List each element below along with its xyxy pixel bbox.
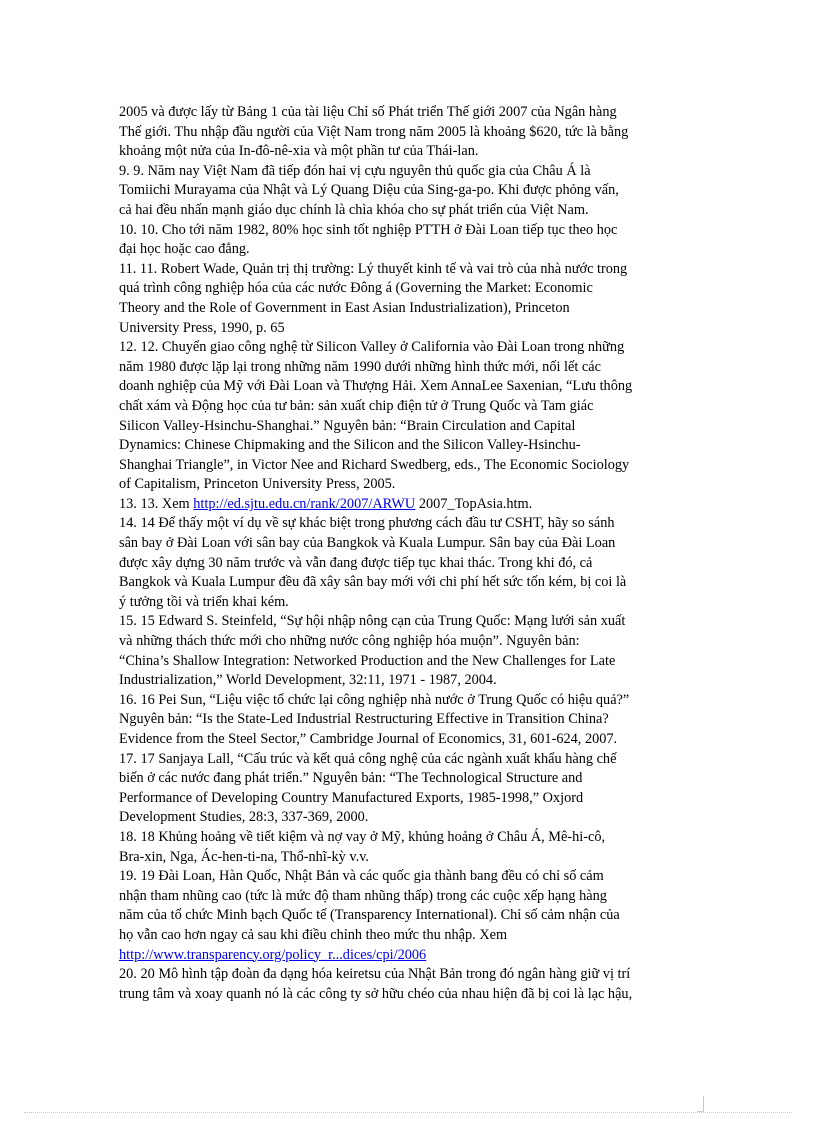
text-line: họ vẫn cao hơn ngay cả sau khi điều chỉnh theo mức thu nhập. Xem [119,926,508,943]
text-line: nhận tham nhũng cao (tức là mức độ tham nhũng thấp) trong các cuộc xếp hạng hàng [119,887,607,904]
text-line: Nguyên bản: “Is the State-Led Industrial Restructuring Effective in Transition China? [119,711,609,728]
page-bottom-rule [24,1112,792,1113]
text-line: Tomiichi Murayama của Nhật và Lý Quang Diệu của Sing-ga-po. Khi được phỏng vấn, [119,182,619,199]
text-line: doanh nghiệp của Mỹ với Đài Loan và Thượng Hải. Xem AnnaLee Saxenian, “Lưu thông [119,378,633,395]
text-line: đại học hoặc cao đẳng. [119,241,250,258]
text-line: of Capitalism, Princeton University Press, 2005. [119,476,396,493]
text-line: và những thách thức mới cho những nước công nghiệp hóa muộn”. Nguyên bản: [119,633,580,650]
text-line: Bra-xin, Nga, Ác-hen-ti-na, Thổ-nhĩ-kỳ v.v. [119,848,369,865]
text-line: quá trình công nghiệp hóa của các nước Đông á (Governing the Market: Economic [119,280,593,297]
text-line: được xây dựng 30 năm trước và vẫn đang được tiếp tục khai thác. Trong khi đó, cả [119,554,593,571]
text-line: biến ở các nước đang phát triển.” Nguyên bản: “The Technological Structure and [119,770,583,787]
footnote-12-line: 12. 12. Chuyển giao công nghệ từ Silicon Valley ở California vào Đài Loan trong những [119,339,625,356]
footnote-13-line [119,495,699,515]
text-line: năm của tổ chức Minh bạch Quốc tế (Transparency International). Chỉ số cảm nhận của [119,907,620,924]
text-line: cả hai đều nhấn mạnh giáo dục chính là chìa khóa cho sự phát triển của Việt Nam. [119,201,589,218]
text-line: University Press, 1990, p. 65 [119,319,285,336]
arwu-ranking-link[interactable]: http://ed.sjtu.edu.cn/rank/2007/ARWU [193,495,416,512]
text-line: sân bay ở Đài Loan với sân bay của Bangkok và Kuala Lumpur. Sân bay của Đài Loan [119,535,616,552]
text-line: Industrialization,” World Development, 32:11, 1971 - 1987, 2004. [119,672,497,689]
page-corner-mark [697,1096,711,1112]
footnote-9-line: 9. 9. Năm nay Việt Nam đã tiếp đón hai vị cựu nguyên thủ quốc gia của Châu Á là [119,162,591,179]
text-line: Shanghai Triangle”, in Victor Nee and Richard Swedberg, eds., The Economic Sociology [119,456,630,473]
text-line: Development Studies, 28:3, 337-369, 2000. [119,809,369,826]
footnote-11-line: 11. 11. Robert Wade, Quản trị thị trường: Lý thuyết kinh tế và vai trò của nhà nước trong [119,260,628,277]
footnote-17-line: 17. 17 Sanjaya Lall, “Cấu trúc và kết quả công nghệ của các ngành xuất khẩu hàng chế [119,750,617,767]
page-body [119,103,699,1004]
footnote-13-prefix: 13. 13. Xem [119,495,194,512]
footnote-13-suffix: 2007_TopAsia.htm. [415,495,533,512]
footnote-16-line: 16. 16 Pei Sun, “Liệu việc tổ chức lại công nghiệp nhà nước ở Trung Quốc có hiệu quả?” [119,691,630,708]
transparency-cpi-link[interactable]: http://www.transparency.org/policy_r...dices/cpi/2006 [119,946,427,963]
text-line: “China’s Shallow Integration: Networked Production and the New Challenges for Late [119,652,616,669]
text-line: Evidence from the Steel Sector,” Cambridge Journal of Economics, 31, 601-624, 2007. [119,731,618,747]
text-line: Thế giới. Thu nhập đầu người của Việt Nam trong năm 2005 là khoảng $620, tức là bằng [119,123,629,140]
text-line: Dynamics: Chinese Chipmaking and the Silicon and the Silicon Valley-Hsinchu- [119,437,581,454]
text-line: Theory and the Role of Government in East Asian Industrialization), Princeton [119,299,570,316]
footnote-19-link-line [119,946,699,966]
footnote-18-line: 18. 18 Khủng hoảng về tiết kiệm và nợ vay ở Mỹ, khủng hoảng ở Châu Á, Mê-hi-cô, [119,828,606,845]
text-line: chất xám và Động học của tư bản: sản xuất chip điện tử ở Trung Quốc và Tam giác [119,397,594,414]
text-line: khoảng một nửa của In-đô-nê-xia và một phần tư của Thái-lan. [119,143,479,160]
text-line: Bangkok và Kuala Lumpur đều đã xây sân bay mới với chi phí hết sức tốn kém, bị coi là [119,574,627,591]
text-line: Silicon Valley-Hsinchu-Shanghai.” Nguyên bản: “Brain Circulation and Capital [119,417,576,434]
text-line: ý tưởng tồi và triển khai kém. [119,593,289,610]
corner-mark-vertical [703,1096,704,1112]
footnote-20-line: 20. 20 Mô hình tập đoàn đa dạng hóa keiretsu của Nhật Bản trong đó ngân hàng giữ vị trí [119,966,631,983]
text-line: trung tâm và xoay quanh nó là các công ty sở hữu chéo của nhau hiện đã bị coi là lạc hậu, [119,985,633,1002]
footnote-19-line: 19. 19 Đài Loan, Hàn Quốc, Nhật Bản và các quốc gia thành bang đều có chỉ số cảm [119,868,604,885]
footnote-14-line: 14. 14 Để thấy một ví dụ về sự khác biệt trong phương cách đầu tư CSHT, hãy so sánh [119,515,615,532]
footnote-10-line: 10. 10. Cho tới năm 1982, 80% học sinh tốt nghiệp PTTH ở Đài Loan tiếp tục theo học [119,221,618,238]
text-line: năm 1980 được lặp lại trong những năm 1990 dưới những hình thức mới, nối lết các [119,358,601,375]
text-line: Performance of Developing Country Manufactured Exports, 1985-1998,” Oxjord [119,789,584,806]
footnote-15-line: 15. 15 Edward S. Steinfeld, “Sự hội nhập nông cạn của Trung Quốc: Mạng lưới sản xuất [119,613,626,630]
text-line: 2005 và được lấy từ Bảng 1 của tài liệu Chỉ số Phát triển Thế giới 2007 của Ngân hàng [119,104,617,120]
